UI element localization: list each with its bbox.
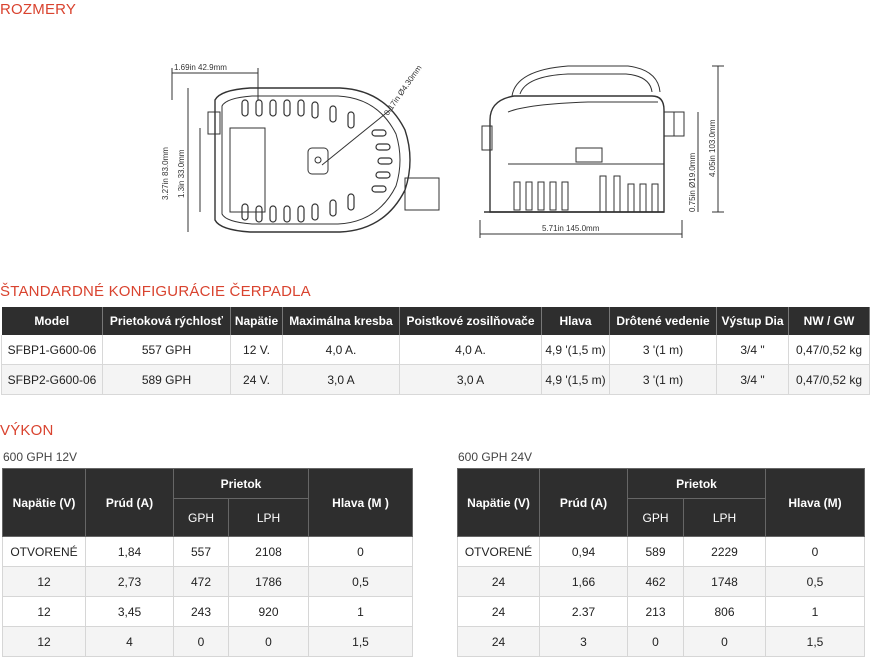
cell: 0,94 [540, 537, 628, 567]
col-weight: NW / GW [789, 307, 870, 335]
cell: 24 V. [231, 365, 283, 395]
cell: 4 [86, 627, 174, 657]
perf24-col-lph: LPH [684, 499, 766, 537]
cell: 589 GPH [103, 365, 231, 395]
cell: 0 [229, 627, 309, 657]
cell: 4,9 '(1,5 m) [542, 365, 610, 395]
cell: 0 [309, 537, 413, 567]
cell: 3/4 " [717, 365, 789, 395]
cell: 557 [174, 537, 229, 567]
cell: OTVORENÉ [458, 537, 540, 567]
perf24-col-head: Hlava (M) [766, 469, 865, 537]
perf12-col-voltage: Napätie (V) [3, 469, 86, 537]
table-row [458, 627, 865, 657]
cell: 806 [684, 597, 766, 627]
cell: 0 [684, 627, 766, 657]
cell: 12 V. [231, 335, 283, 365]
col-voltage: Napätie [231, 307, 283, 335]
table-row [3, 537, 413, 567]
cell: 0 [628, 627, 684, 657]
cell: 4,0 A. [283, 335, 400, 365]
cell: 2229 [684, 537, 766, 567]
col-flow: Prietoková rýchlosť [103, 307, 231, 335]
config-heading: ŠTANDARDNÉ KONFIGURÁCIE ČERPADLA [0, 283, 311, 300]
perf24-col-flow: Prietok [628, 469, 766, 499]
cell: 4,9 '(1,5 m) [542, 335, 610, 365]
config-header-row [2, 307, 870, 335]
cell: 243 [174, 597, 229, 627]
table-row [3, 567, 413, 597]
cell: 3,45 [86, 597, 174, 627]
cell: 2108 [229, 537, 309, 567]
cell: OTVORENÉ [3, 537, 86, 567]
table-row [3, 627, 413, 657]
perf24-col-gph: GPH [628, 499, 684, 537]
cell: 2.37 [540, 597, 628, 627]
cell: 0,47/0,52 kg [789, 365, 870, 395]
cell: 0 [174, 627, 229, 657]
dim-side-height-label: 4.05in 103.0mm [708, 119, 717, 177]
cell: 920 [229, 597, 309, 627]
cell: 589 [628, 537, 684, 567]
col-outlet: Výstup Dia [717, 307, 789, 335]
config-table [1, 307, 870, 395]
cell: 213 [628, 597, 684, 627]
perf24-caption: 600 GPH 24V [458, 450, 533, 464]
cell: SFBP2-G600-06 [2, 365, 103, 395]
pump-top-view-drawing [160, 60, 460, 240]
cell: 3,0 A [283, 365, 400, 395]
cell: 0,47/0,52 kg [789, 335, 870, 365]
pump-side-view-drawing [468, 52, 728, 242]
cell: 1 [766, 597, 865, 627]
cell: 12 [3, 567, 86, 597]
cell: 1748 [684, 567, 766, 597]
table-row [458, 597, 865, 627]
col-wire: Drôtené vedenie [610, 307, 717, 335]
cell: 557 GPH [103, 335, 231, 365]
table-row [458, 567, 865, 597]
dim-inner-label: 1.3in 33.0mm [177, 149, 186, 198]
cell: 1,5 [766, 627, 865, 657]
dim-outlet-label: 0.75in Ø19.0mm [688, 152, 697, 212]
cell: 3,0 A [400, 365, 542, 395]
perf12-col-gph: GPH [174, 499, 229, 537]
perf12-col-head: Hlava (M ) [309, 469, 413, 537]
col-model: Model [2, 307, 103, 335]
cell: 1,84 [86, 537, 174, 567]
cell: 1 [309, 597, 413, 627]
perf24-col-current: Prúd (A) [540, 469, 628, 537]
cell: SFBP1-G600-06 [2, 335, 103, 365]
cell: 3 '(1 m) [610, 335, 717, 365]
dim-length-label: 3.27in 83.0mm [161, 147, 170, 200]
perf12-col-lph: LPH [229, 499, 309, 537]
table-row [3, 597, 413, 627]
cell: 1,5 [309, 627, 413, 657]
cell: 3/4 " [717, 335, 789, 365]
dim-hole-label: 0.17in Ø4.30mm [382, 63, 424, 118]
cell: 0 [766, 537, 865, 567]
cell: 0,5 [309, 567, 413, 597]
perf24-table [457, 468, 865, 657]
perf12-caption: 600 GPH 12V [3, 450, 78, 464]
perf24-col-voltage: Napätie (V) [458, 469, 540, 537]
cell: 3 '(1 m) [610, 365, 717, 395]
table-row [2, 365, 870, 395]
cell: 0,5 [766, 567, 865, 597]
cell: 1786 [229, 567, 309, 597]
col-fuse: Poistkové zosilňovače [400, 307, 542, 335]
perf12-col-flow: Prietok [174, 469, 309, 499]
cell: 462 [628, 567, 684, 597]
cell: 1,66 [540, 567, 628, 597]
cell: 24 [458, 627, 540, 657]
performance-heading: VÝKON [0, 422, 54, 439]
cell: 12 [3, 597, 86, 627]
cell: 12 [3, 627, 86, 657]
dimensions-heading: ROZMERY [0, 1, 77, 18]
table-row [458, 537, 865, 567]
col-max-draw: Maximálna kresba [283, 307, 400, 335]
cell: 2,73 [86, 567, 174, 597]
perf12-table [2, 468, 413, 657]
perf12-col-current: Prúd (A) [86, 469, 174, 537]
dim-width-label: 1.69in 42.9mm [174, 63, 227, 72]
cell: 3 [540, 627, 628, 657]
cell: 4,0 A. [400, 335, 542, 365]
cell: 24 [458, 567, 540, 597]
dim-side-length-label: 5.71in 145.0mm [542, 224, 600, 233]
cell: 472 [174, 567, 229, 597]
cell: 24 [458, 597, 540, 627]
table-row [2, 335, 870, 365]
col-head: Hlava [542, 307, 610, 335]
